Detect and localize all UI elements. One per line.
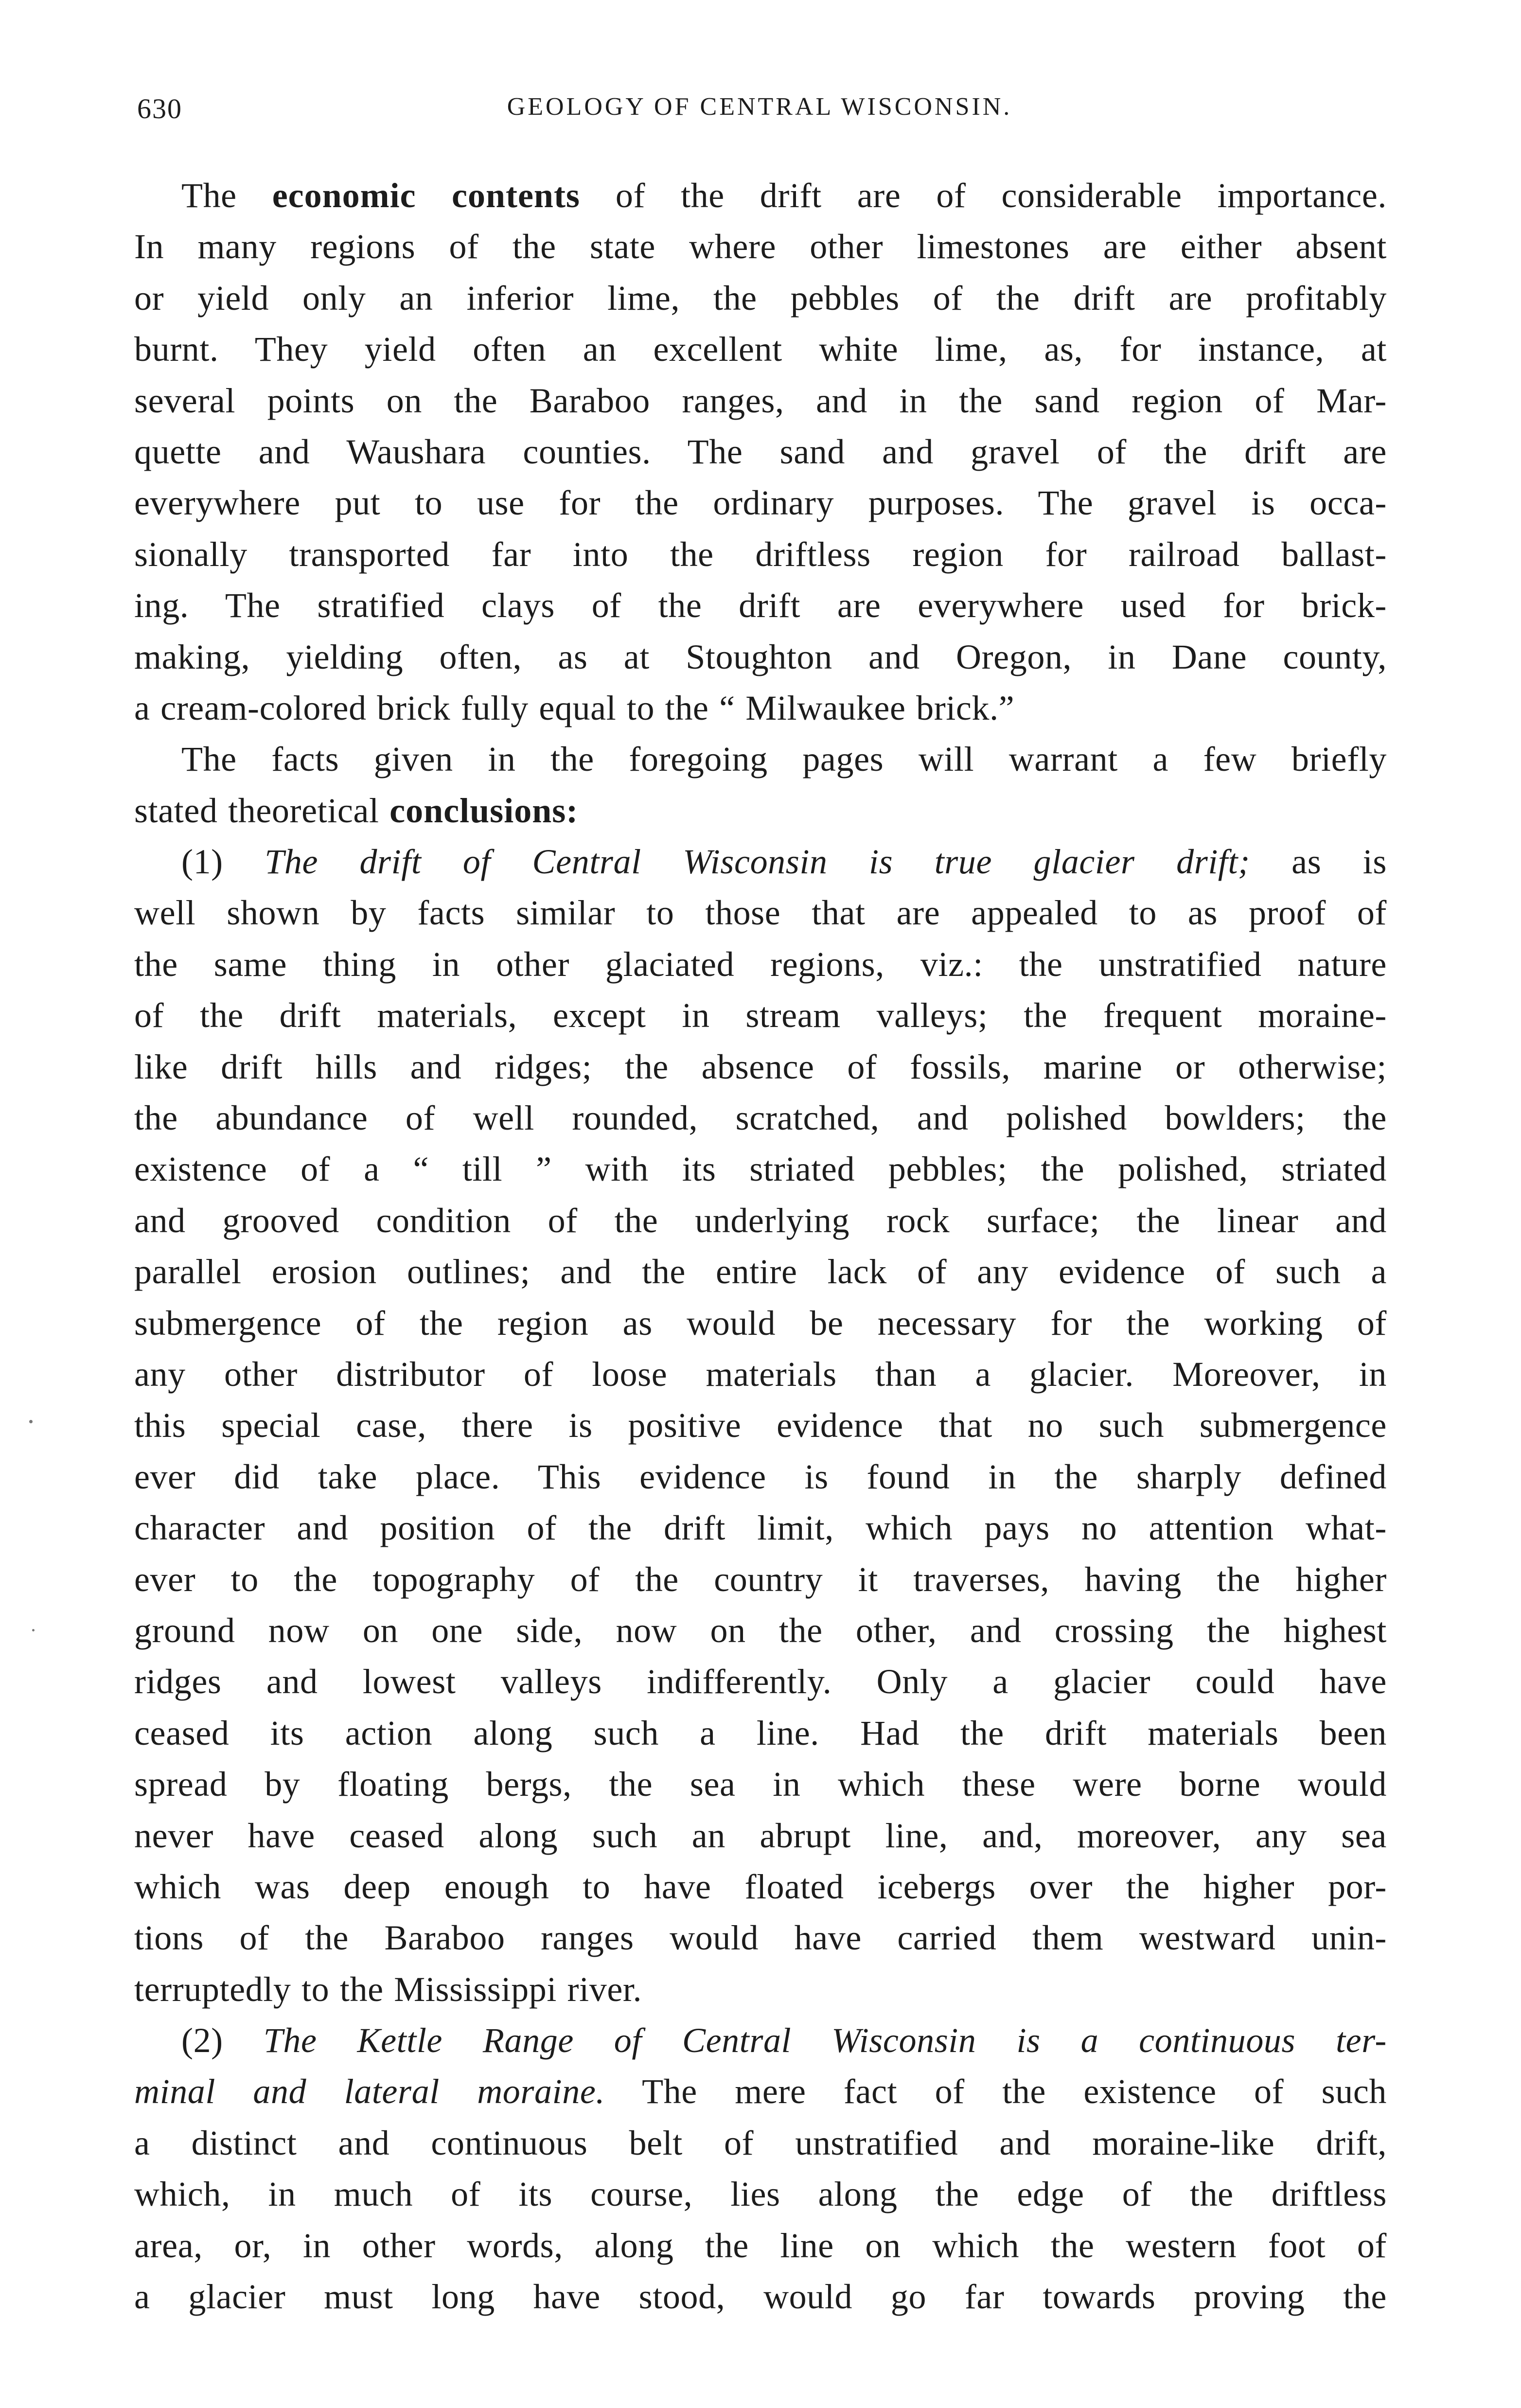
bold-term: economic contents	[272, 176, 580, 215]
text-line: The economic contents of the drift are of considerable importance.	[181, 176, 1387, 215]
text-line: making, yielding often, as at Stoughton and Oregon, in Dane county,	[134, 637, 1387, 676]
text-line: or yield only an inferior lime, the pebbles of the drift are profitably	[134, 278, 1387, 318]
text-line: everywhere put to use for the ordinary purposes. The gravel is occa-	[134, 483, 1387, 523]
text-line: never have ceased along such an abrupt line, and, moreover, any sea	[134, 1816, 1387, 1855]
text-line: a distinct and continuous belt of unstratified and moraine-like drift,	[134, 2123, 1387, 2162]
scan-speck	[29, 1420, 33, 1423]
italic-thesis: The drift of Central Wisconsin is true glacier drift;	[265, 842, 1250, 882]
text-line: this special case, there is positive evidence that no such submergence	[134, 1406, 1387, 1445]
text-line: and grooved condition of the underlying rock surface; the linear and	[134, 1201, 1387, 1240]
italic-thesis: minal and lateral moraine.	[134, 2072, 605, 2111]
text-line: terruptedly to the Mississippi river.	[134, 1969, 642, 2009]
text-line: a glacier must long have stood, would go far towards proving the	[134, 2277, 1387, 2317]
text-line: spread by floating bergs, the sea in which these were borne would	[134, 1765, 1387, 1804]
bold-term: conclusions:	[389, 791, 579, 830]
text-line: the abundance of well rounded, scratched, and polished bowlders; the	[134, 1098, 1387, 1138]
text-line: ever to the topography of the country it traverses, having the higher	[134, 1559, 1387, 1599]
text-line: tions of the Baraboo ranges would have carried them westward unin-	[134, 1918, 1387, 1958]
text-line: several points on the Baraboo ranges, and in the sand region of Mar-	[134, 381, 1387, 420]
text-line: burnt. They yield often an excellent white lime, as, for instance, at	[134, 330, 1387, 369]
text-line: the same thing in other glaciated regions, viz.: the unstratified nature	[134, 944, 1387, 984]
scan-speck	[32, 1629, 35, 1631]
text-line: which, in much of its course, lies along the edge of the driftless	[134, 2175, 1387, 2214]
text-line: well shown by facts similar to those that are appealed to as proof of	[134, 893, 1387, 933]
text-line: ing. The stratified clays of the drift are everywhere used for brick-	[134, 586, 1387, 625]
body-text	[134, 170, 1387, 2322]
text-line: area, or, in other words, along the line on which the western foot of	[134, 2226, 1387, 2265]
text-line: any other distributor of loose materials than a glacier. Moreover, in	[134, 1354, 1387, 1394]
text-line: In many regions of the state where other limestones are either absent	[134, 227, 1387, 266]
text-line: The facts given in the foregoing pages will warrant a few briefly	[181, 740, 1387, 779]
text-line: (1) The drift of Central Wisconsin is true glacier drift; as is	[181, 842, 1387, 882]
text-line: ceased its action along such a line. Had the drift materials been	[134, 1713, 1387, 1753]
text-line: parallel erosion outlines; and the entire lack of any evidence of such a	[134, 1252, 1387, 1292]
text-line: character and position of the drift limit, which pays no attention what-	[134, 1508, 1387, 1548]
text-line: ever did take place. This evidence is found in the sharply defined	[134, 1457, 1387, 1496]
text-line: existence of a “ till ” with its striated pebbles; the polished, striated	[134, 1150, 1387, 1189]
italic-thesis: The Kettle Range of Central Wisconsin is a continuous ter-	[263, 2021, 1387, 2060]
running-head: GEOLOGY OF CENTRAL WISCONSIN.	[507, 93, 1012, 121]
text-line: stated theoretical conclusions:	[134, 791, 579, 830]
text-line: sionally transported far into the driftless region for railroad ballast-	[134, 534, 1387, 574]
text-line: a cream-colored brick fully equal to the “ Milwaukee brick.”	[134, 688, 1015, 727]
page-number: 630	[137, 93, 182, 124]
text-line: (2) The Kettle Range of Central Wisconsin is a continuous ter-	[181, 2021, 1387, 2060]
text-line: like drift hills and ridges; the absence of fossils, marine or otherwise;	[134, 1047, 1387, 1086]
text-line: ground now on one side, now on the other, and crossing the highest	[134, 1611, 1387, 1650]
text-line: quette and Waushara counties. The sand and gravel of the drift are	[134, 432, 1387, 471]
text-line: of the drift materials, except in stream valleys; the frequent moraine-	[134, 996, 1387, 1035]
text-line: minal and lateral moraine. The mere fact of the existence of such	[134, 2072, 1387, 2111]
text-line: which was deep enough to have floated icebergs over the higher por-	[134, 1867, 1387, 1906]
text-line: submergence of the region as would be necessary for the working of	[134, 1303, 1387, 1343]
text-line: ridges and lowest valleys indifferently. Only a glacier could have	[134, 1662, 1387, 1701]
page-header	[137, 92, 1382, 136]
